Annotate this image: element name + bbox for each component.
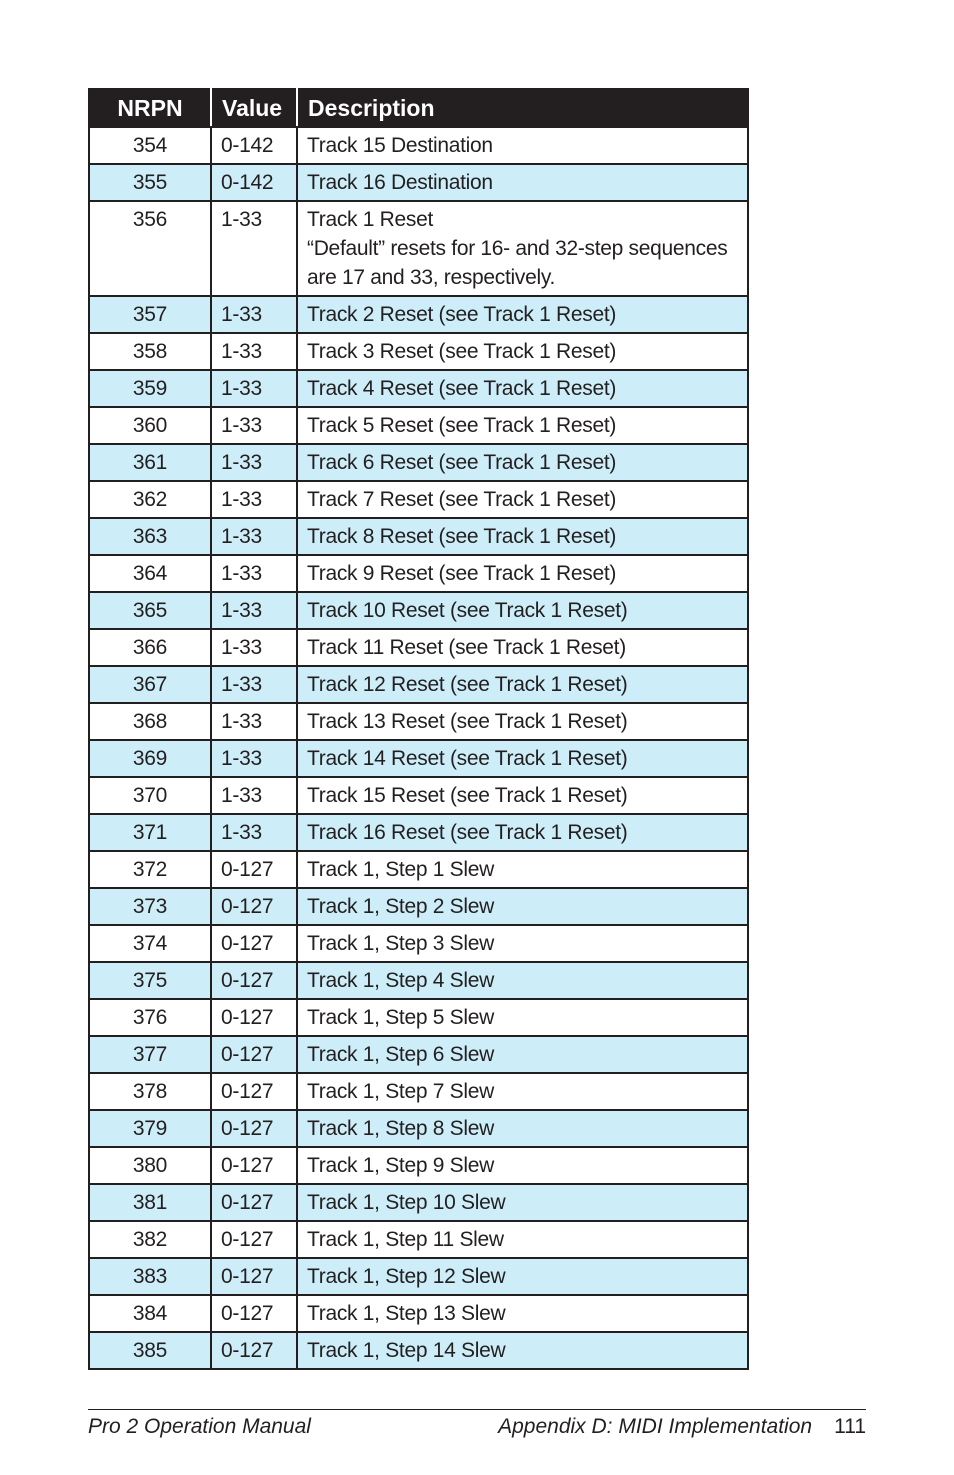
cell-nrpn: 361 bbox=[89, 444, 211, 481]
cell-description bbox=[297, 1295, 748, 1332]
table-row bbox=[89, 407, 748, 444]
cell-value: 0-127 bbox=[211, 962, 297, 999]
cell-nrpn: 366 bbox=[89, 629, 211, 666]
header-nrpn: NRPN bbox=[89, 89, 211, 127]
cell-value: 0-127 bbox=[211, 1110, 297, 1147]
description-text: Track 16 Reset (see Track 1 Reset) bbox=[307, 821, 628, 844]
cell-value: 1-33 bbox=[211, 740, 297, 777]
cell-nrpn: 354 bbox=[89, 127, 211, 164]
cell-nrpn: 360 bbox=[89, 407, 211, 444]
cell-description bbox=[297, 1110, 748, 1147]
description-text: Track 8 Reset (see Track 1 Reset) bbox=[307, 525, 617, 548]
cell-description bbox=[297, 127, 748, 164]
table-row bbox=[89, 1073, 748, 1110]
cell-description bbox=[297, 703, 748, 740]
description-text: Track 1, Step 14 Slew bbox=[307, 1339, 506, 1362]
description-text: Track 6 Reset (see Track 1 Reset) bbox=[307, 451, 617, 474]
table-row bbox=[89, 518, 748, 555]
cell-description bbox=[297, 555, 748, 592]
cell-nrpn: 384 bbox=[89, 1295, 211, 1332]
table-row bbox=[89, 164, 748, 201]
description-text: Track 4 Reset (see Track 1 Reset) bbox=[307, 377, 617, 400]
cell-description bbox=[297, 296, 748, 333]
description-text: Track 13 Reset (see Track 1 Reset) bbox=[307, 710, 628, 733]
table-row bbox=[89, 888, 748, 925]
table-row bbox=[89, 999, 748, 1036]
cell-nrpn: 377 bbox=[89, 1036, 211, 1073]
nrpn-table bbox=[88, 88, 749, 1370]
cell-nrpn: 359 bbox=[89, 370, 211, 407]
cell-description bbox=[297, 481, 748, 518]
table-row bbox=[89, 555, 748, 592]
table-row bbox=[89, 1221, 748, 1258]
cell-description bbox=[297, 201, 748, 296]
cell-nrpn: 364 bbox=[89, 555, 211, 592]
description-text: Track 16 Destination bbox=[307, 171, 493, 194]
cell-description bbox=[297, 1147, 748, 1184]
description-text: Track 15 Reset (see Track 1 Reset) bbox=[307, 784, 628, 807]
cell-value: 0-142 bbox=[211, 127, 297, 164]
cell-description bbox=[297, 407, 748, 444]
table-row bbox=[89, 127, 748, 164]
table-row bbox=[89, 1110, 748, 1147]
cell-nrpn: 358 bbox=[89, 333, 211, 370]
cell-value: 0-127 bbox=[211, 1295, 297, 1332]
description-text: Track 1, Step 11 Slew bbox=[307, 1228, 504, 1251]
footer-manual-title: Pro 2 Operation Manual bbox=[88, 1415, 311, 1438]
cell-nrpn: 355 bbox=[89, 164, 211, 201]
table-row bbox=[89, 370, 748, 407]
description-text: Track 2 Reset (see Track 1 Reset) bbox=[307, 303, 617, 326]
cell-description bbox=[297, 1258, 748, 1295]
cell-description bbox=[297, 1036, 748, 1073]
cell-nrpn: 374 bbox=[89, 925, 211, 962]
cell-value: 1-33 bbox=[211, 407, 297, 444]
table-header-row bbox=[89, 89, 748, 127]
table-row bbox=[89, 1036, 748, 1073]
description-text: Track 11 Reset (see Track 1 Reset) bbox=[307, 636, 626, 659]
footer-right bbox=[498, 1415, 866, 1439]
description-text: Track 1, Step 7 Slew bbox=[307, 1080, 494, 1103]
description-text: Track 12 Reset (see Track 1 Reset) bbox=[307, 673, 628, 696]
table-row bbox=[89, 201, 748, 296]
table-row bbox=[89, 925, 748, 962]
table-row bbox=[89, 1184, 748, 1221]
cell-description bbox=[297, 1332, 748, 1369]
cell-description bbox=[297, 740, 748, 777]
table-row bbox=[89, 1147, 748, 1184]
table-body bbox=[89, 127, 748, 1369]
cell-value: 1-33 bbox=[211, 444, 297, 481]
description-text: Track 1, Step 10 Slew bbox=[307, 1191, 506, 1214]
cell-value: 0-127 bbox=[211, 1036, 297, 1073]
description-text: Track 7 Reset (see Track 1 Reset) bbox=[307, 488, 617, 511]
cell-description bbox=[297, 164, 748, 201]
cell-nrpn: 367 bbox=[89, 666, 211, 703]
description-text: Track 1, Step 12 Slew bbox=[307, 1265, 506, 1288]
table-row bbox=[89, 592, 748, 629]
cell-nrpn: 380 bbox=[89, 1147, 211, 1184]
cell-nrpn: 382 bbox=[89, 1221, 211, 1258]
cell-value: 1-33 bbox=[211, 370, 297, 407]
table-row bbox=[89, 703, 748, 740]
cell-nrpn: 378 bbox=[89, 1073, 211, 1110]
cell-nrpn: 383 bbox=[89, 1258, 211, 1295]
cell-value: 0-127 bbox=[211, 1221, 297, 1258]
cell-value: 0-127 bbox=[211, 1073, 297, 1110]
cell-value: 0-127 bbox=[211, 999, 297, 1036]
cell-description bbox=[297, 925, 748, 962]
table-row bbox=[89, 666, 748, 703]
cell-nrpn: 362 bbox=[89, 481, 211, 518]
table-row bbox=[89, 1332, 748, 1369]
header-value: Value bbox=[211, 89, 297, 127]
cell-value: 0-127 bbox=[211, 1332, 297, 1369]
description-text: Track 1, Step 4 Slew bbox=[307, 969, 494, 992]
description-text: Track 1, Step 3 Slew bbox=[307, 932, 494, 955]
cell-value: 1-33 bbox=[211, 333, 297, 370]
table-row bbox=[89, 296, 748, 333]
cell-value: 0-127 bbox=[211, 1147, 297, 1184]
table-row bbox=[89, 333, 748, 370]
cell-value: 0-127 bbox=[211, 888, 297, 925]
cell-description bbox=[297, 333, 748, 370]
cell-nrpn: 356 bbox=[89, 201, 211, 296]
cell-description bbox=[297, 518, 748, 555]
cell-description bbox=[297, 888, 748, 925]
cell-description bbox=[297, 370, 748, 407]
cell-value: 1-33 bbox=[211, 555, 297, 592]
cell-value: 1-33 bbox=[211, 201, 297, 296]
cell-nrpn: 368 bbox=[89, 703, 211, 740]
cell-value: 1-33 bbox=[211, 629, 297, 666]
cell-description bbox=[297, 1184, 748, 1221]
description-text: Track 3 Reset (see Track 1 Reset) bbox=[307, 340, 617, 363]
cell-value: 1-33 bbox=[211, 666, 297, 703]
cell-value: 1-33 bbox=[211, 592, 297, 629]
cell-nrpn: 375 bbox=[89, 962, 211, 999]
cell-description bbox=[297, 962, 748, 999]
cell-value: 1-33 bbox=[211, 703, 297, 740]
footer-section-title: Appendix D: MIDI Implementation bbox=[498, 1415, 813, 1438]
table-row bbox=[89, 481, 748, 518]
cell-value: 1-33 bbox=[211, 814, 297, 851]
description-text: Track 1 Reset bbox=[307, 208, 434, 231]
header-description: Description bbox=[297, 89, 748, 127]
cell-nrpn: 365 bbox=[89, 592, 211, 629]
cell-value: 1-33 bbox=[211, 481, 297, 518]
description-note: “Default” resets for 16- and 32-step sequences bbox=[307, 237, 728, 260]
cell-nrpn: 369 bbox=[89, 740, 211, 777]
cell-nrpn: 370 bbox=[89, 777, 211, 814]
description-text: Track 5 Reset (see Track 1 Reset) bbox=[307, 414, 617, 437]
cell-nrpn: 376 bbox=[89, 999, 211, 1036]
cell-description bbox=[297, 814, 748, 851]
cell-value: 0-142 bbox=[211, 164, 297, 201]
page-number: 111 bbox=[834, 1415, 866, 1438]
description-text: Track 10 Reset (see Track 1 Reset) bbox=[307, 599, 628, 622]
table-row bbox=[89, 444, 748, 481]
cell-value: 0-127 bbox=[211, 1258, 297, 1295]
cell-value: 1-33 bbox=[211, 296, 297, 333]
description-text: Track 1, Step 1 Slew bbox=[307, 858, 494, 881]
table-row bbox=[89, 851, 748, 888]
description-text: Track 1, Step 2 Slew bbox=[307, 895, 494, 918]
cell-value: 0-127 bbox=[211, 925, 297, 962]
table-row bbox=[89, 629, 748, 666]
cell-nrpn: 381 bbox=[89, 1184, 211, 1221]
table-row bbox=[89, 740, 748, 777]
page-footer bbox=[88, 1409, 866, 1438]
table-row bbox=[89, 1258, 748, 1295]
cell-value: 0-127 bbox=[211, 851, 297, 888]
description-text: Track 1, Step 13 Slew bbox=[307, 1302, 506, 1325]
cell-nrpn: 373 bbox=[89, 888, 211, 925]
cell-description bbox=[297, 1221, 748, 1258]
cell-nrpn: 379 bbox=[89, 1110, 211, 1147]
cell-nrpn: 363 bbox=[89, 518, 211, 555]
cell-description bbox=[297, 851, 748, 888]
description-text: Track 9 Reset (see Track 1 Reset) bbox=[307, 562, 617, 585]
cell-nrpn: 385 bbox=[89, 1332, 211, 1369]
description-text: Track 1, Step 8 Slew bbox=[307, 1117, 494, 1140]
cell-value: 1-33 bbox=[211, 777, 297, 814]
cell-description bbox=[297, 666, 748, 703]
cell-description bbox=[297, 999, 748, 1036]
table-row bbox=[89, 814, 748, 851]
description-text: Track 14 Reset (see Track 1 Reset) bbox=[307, 747, 628, 770]
cell-description bbox=[297, 629, 748, 666]
description-note: are 17 and 33, respectively. bbox=[307, 266, 556, 289]
description-text: Track 1, Step 9 Slew bbox=[307, 1154, 494, 1177]
cell-nrpn: 371 bbox=[89, 814, 211, 851]
description-text: Track 1, Step 5 Slew bbox=[307, 1006, 494, 1029]
description-text: Track 1, Step 6 Slew bbox=[307, 1043, 494, 1066]
cell-nrpn: 357 bbox=[89, 296, 211, 333]
table-row bbox=[89, 777, 748, 814]
table-row bbox=[89, 962, 748, 999]
cell-description bbox=[297, 444, 748, 481]
table-row bbox=[89, 1295, 748, 1332]
cell-description bbox=[297, 1073, 748, 1110]
cell-description bbox=[297, 777, 748, 814]
cell-nrpn: 372 bbox=[89, 851, 211, 888]
cell-description bbox=[297, 592, 748, 629]
description-text: Track 15 Destination bbox=[307, 134, 493, 157]
cell-value: 1-33 bbox=[211, 518, 297, 555]
cell-value: 0-127 bbox=[211, 1184, 297, 1221]
